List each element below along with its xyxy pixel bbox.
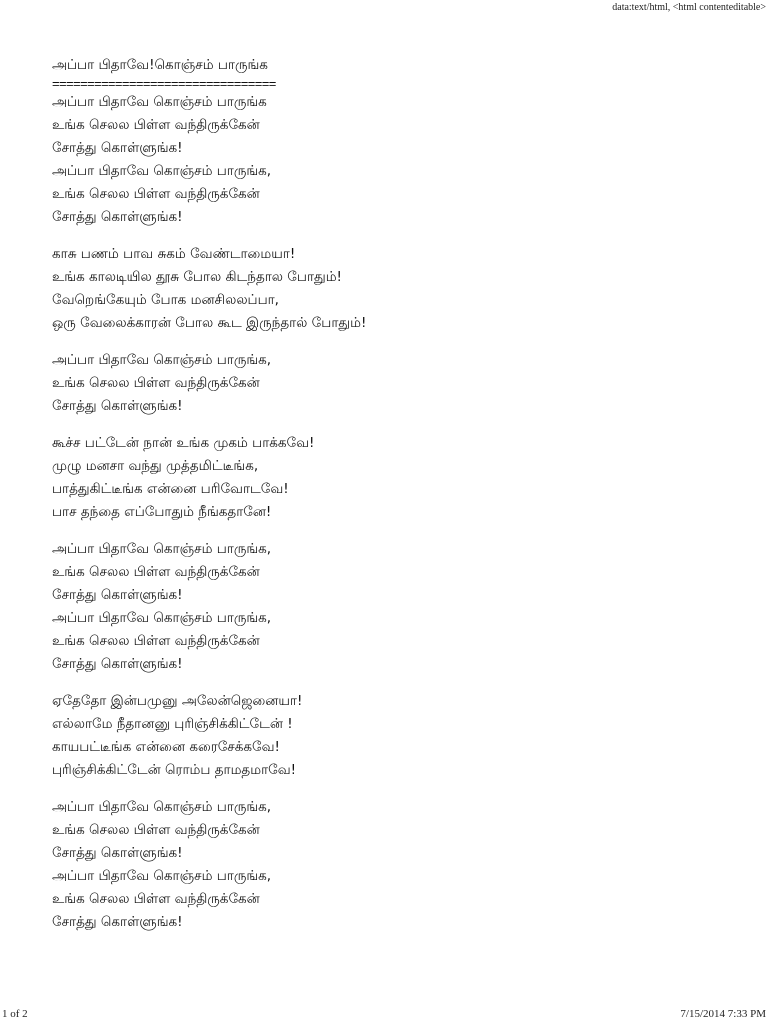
- lyric-line: எல்லாமே நீதானனு புரிஞ்சிக்கிட்டேன் !: [52, 716, 293, 732]
- lyric-line: காயபட்டீங்க என்னை கரைசேக்கவே!: [52, 739, 280, 755]
- lyric-line: உங்க செலல பிள்ள வந்திருக்கேன்: [52, 633, 260, 649]
- print-header: data:text/html, <html contenteditable>: [612, 2, 766, 13]
- lyric-line: சோத்து கொள்ளுங்க!: [52, 587, 183, 603]
- stanza: [52, 243, 748, 335]
- stanza: [52, 91, 748, 229]
- lyric-line: கூச்ச பட்டேன் நான் உங்க முகம் பாக்கவே!: [52, 435, 315, 451]
- lyric-line: புரிஞ்சிக்கிட்டேன் ரொம்ப தாமதமாவே!: [52, 762, 297, 778]
- lyric-line: காசு பணம் பாவ சுகம் வேண்டாமையா!: [52, 246, 296, 262]
- lyric-line: அப்பா பிதாவே கொஞ்சம் பாருங்க,: [52, 163, 272, 179]
- lyric-line: அப்பா பிதாவே கொஞ்சம் பாருங்க,: [52, 541, 272, 557]
- lyric-line: அப்பா பிதாவே கொஞ்சம் பாருங்க: [52, 94, 267, 110]
- page-indicator: 1 of 2: [2, 1008, 28, 1020]
- lyric-line: அப்பா பிதாவே கொஞ்சம் பாருங்க,: [52, 352, 272, 368]
- lyrics-document: [52, 54, 748, 948]
- lyric-line: உங்க செலல பிள்ள வந்திருக்கேன்: [52, 186, 260, 202]
- lyric-line: வேறெங்கேயும் போக மனசிலலப்பா,: [52, 292, 279, 308]
- lyric-line: சோத்து கொள்ளுங்க!: [52, 656, 183, 672]
- lyric-line: ஒரு வேலைக்காரன் போல கூட இருந்தால் போதும்!: [52, 315, 367, 331]
- lyric-line: சோத்து கொள்ளுங்க!: [52, 845, 183, 861]
- title-underline-rule: ================================: [52, 77, 276, 91]
- stanza: [52, 538, 748, 676]
- lyric-line: அப்பா பிதாவே கொஞ்சம் பாருங்க,: [52, 868, 272, 884]
- lyric-line: சோத்து கொள்ளுங்க!: [52, 914, 183, 930]
- lyric-line: சோத்து கொள்ளுங்க!: [52, 398, 183, 414]
- stanza: [52, 432, 748, 524]
- lyric-line: முழு மனசா வந்து முத்தமிட்டீங்க,: [52, 458, 259, 474]
- lyric-line: உங்க செலல பிள்ள வந்திருக்கேன்: [52, 375, 260, 391]
- lyric-line: சோத்து கொள்ளுங்க!: [52, 140, 183, 156]
- lyric-line: உங்க செலல பிள்ள வந்திருக்கேன்: [52, 117, 260, 133]
- lyric-line: அப்பா பிதாவே கொஞ்சம் பாருங்க,: [52, 799, 272, 815]
- stanza: [52, 349, 748, 418]
- lyric-line: பாத்துகிட்டீங்க என்னை பரிவோடவே!: [52, 481, 289, 497]
- stanza-list: [52, 91, 748, 934]
- lyric-line: உங்க செலல பிள்ள வந்திருக்கேன்: [52, 564, 260, 580]
- lyric-line: ஏதேதோ இன்பமுனு அலேன்ஜெனையா!: [52, 693, 303, 709]
- lyric-line: சோத்து கொள்ளுங்க!: [52, 209, 183, 225]
- lyric-line: பாச தந்தை எப்போதும் நீங்கதானே!: [52, 504, 272, 520]
- lyric-line: அப்பா பிதாவே கொஞ்சம் பாருங்க,: [52, 610, 272, 626]
- stanza: [52, 690, 748, 782]
- stanza: [52, 796, 748, 934]
- lyric-line: உங்க காலடியில தூசு போல கிடந்தால போதும்!: [52, 269, 342, 285]
- lyric-line: உங்க செலல பிள்ள வந்திருக்கேன்: [52, 891, 260, 907]
- document-title: அப்பா பிதாவே!கொஞ்சம் பாருங்க: [52, 57, 268, 73]
- lyric-line: உங்க செலல பிள்ள வந்திருக்கேன்: [52, 822, 260, 838]
- print-datetime: 7/15/2014 7:33 PM: [680, 1008, 766, 1020]
